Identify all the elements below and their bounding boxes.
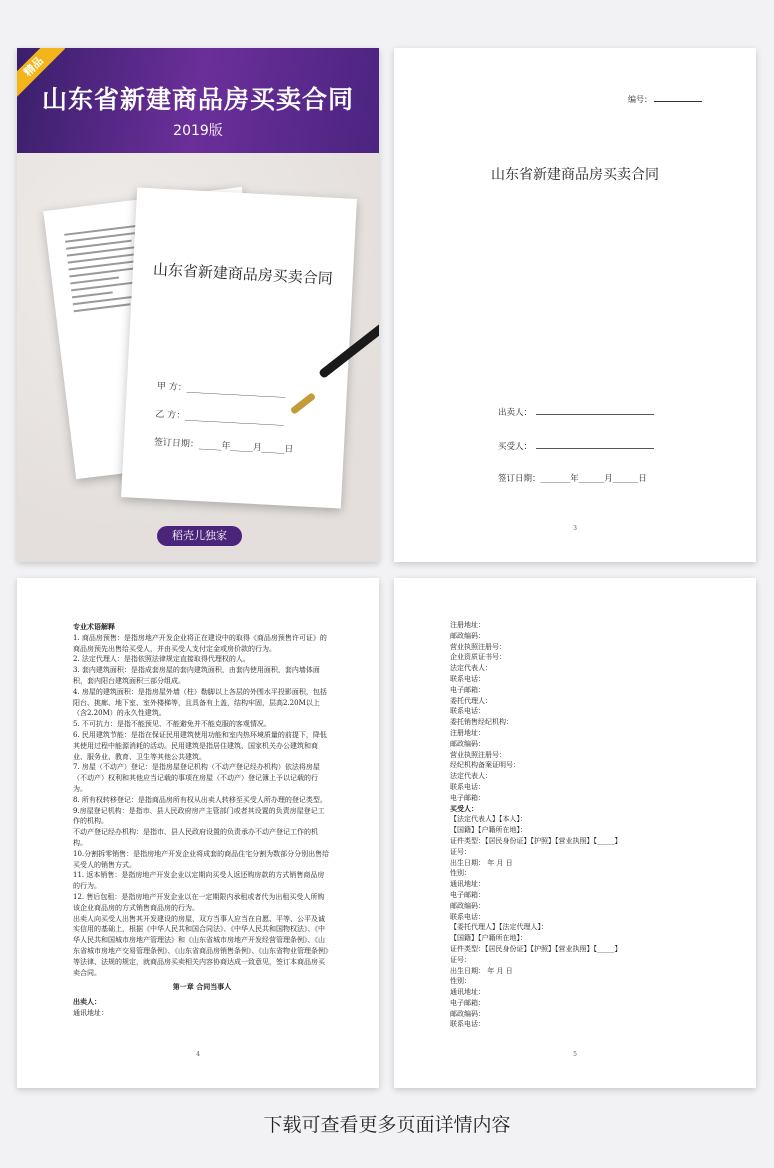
paragraph: 3. 套内建筑面积：是指成套房屋的套内建筑面积，由套内使用面积，套内墙体面积，套内阳台建筑面积三部分组成。 <box>73 666 320 685</box>
sheet-field-a: 甲 方：______________________ <box>156 381 286 399</box>
section-heading: 专业术语解释 <box>73 622 115 631</box>
form-line: 【法定代表人】【本人】： <box>450 815 527 824</box>
sign-date-field: 签订日期：_______年______月______日 <box>498 474 647 484</box>
paragraph: 出卖人： <box>73 997 101 1007</box>
paragraph: 5. 不可抗力：是指不能预见、不能避免并不能克服的客观情况。 <box>73 720 271 729</box>
sheet-field-b: 乙 方：______________________ <box>155 409 285 427</box>
form-line: 电子邮箱： <box>450 998 485 1007</box>
form-line: 【委托代理人】【法定代理人】： <box>450 923 548 932</box>
form-line: 委托代理人： <box>450 696 492 705</box>
page-number: 5 <box>573 1051 577 1058</box>
sheet-field-date: 签订日期：_____年_____月_____日 <box>153 437 294 455</box>
page-number: 3 <box>573 525 577 532</box>
form-line: 委托销售经纪机构： <box>450 718 513 727</box>
paragraph: 4. 房屋的建筑面积：是指房屋外墙（柱）勒脚以上各层的外围水平投影面积，包括阳台、挑廊、地下室、室外楼梯等，且具备有上盖，结构牢固，层高2.20M以上（含2.20M）的永久性建筑。 <box>73 687 327 718</box>
form-line: 证号： <box>450 847 471 856</box>
page-number: 4 <box>196 1051 200 1058</box>
form-line: 【国籍】【户籍所在地】： <box>450 826 527 835</box>
form-line: 电子邮箱： <box>450 890 485 899</box>
form-line: 电子邮箱： <box>450 793 485 802</box>
form-line: 买受人： <box>450 803 478 813</box>
paragraph: 2. 法定代理人：是指依照法律规定直接取得代理权的人。 <box>73 655 250 664</box>
paragraph: 12. 售后包租：是指房地产开发企业以在一定期限内承租或者代为出租买受人所购该企业商品房的方式销售商品房的行为。 <box>73 892 325 912</box>
cover-page <box>17 48 379 562</box>
paragraph: 8. 所有权转移登记：是指商品房所有权从出卖人转移至买受人所办理的登记类型。 <box>73 795 327 804</box>
exclusive-badge: 稻壳儿独家 <box>157 526 242 546</box>
form-line: 出生日期： 年 月 日 <box>450 966 513 975</box>
paragraph: 不动产登记经办机构：是指市、县人民政府设置的负责承办不动产登记工作的机构。 <box>73 828 318 847</box>
parties-page <box>394 578 756 1088</box>
form-line: 【国籍】【户籍所在地】： <box>450 934 527 943</box>
form-line: 注册地址： <box>450 621 485 629</box>
paragraph: 出卖人向买受人出售其开发建设的房屋，双方当事人应当在自愿、平等、公平及诚实信用的基础上，根据《中华人民共和国合同法》、《中华人民共和国物权法》、《中华人民共和国城市房地产管理法》和《山东省城市房地产开发经营管理条例》、《山东省城市房地产交易管理条例》、《山东省商品房销售条例》、《山东省物业管理条例》等法律、法规的规定，就商品房买卖相关内容协商达成一致意见，签订本商品房买卖合同。 <box>73 914 329 977</box>
form-line: 出生日期： 年 月 日 <box>450 858 513 867</box>
form-line: 证件类型：【居民身份证】【护照】【营业执照】【_____】 <box>450 836 622 845</box>
paragraph: 7. 房屋（不动产）登记：是指房屋登记机构（不动产登记经办机构）依法将房屋（不动产）权利和其他应当记载的事项在房屋（不动产）登记簿上予以记载的行为。 <box>73 763 320 793</box>
download-hint: 下载可查看更多页面详情内容 <box>263 1114 511 1136</box>
form-line: 邮政编码： <box>450 901 485 910</box>
contract-title: 山东省新建商品房买卖合同 <box>491 167 659 183</box>
form-line: 营业执照注册号： <box>450 642 506 651</box>
buyer-field: 买受人： <box>498 440 654 452</box>
form-line: 性别： <box>450 869 471 878</box>
form-line: 联系电话： <box>450 674 485 683</box>
parties-text <box>450 620 710 1030</box>
cover-banner <box>17 48 379 153</box>
form-line: 通讯地址： <box>450 988 485 997</box>
title-page <box>394 48 756 562</box>
form-line: 证件类型：【居民身份证】【护照】【营业执照】【_____】 <box>450 944 622 953</box>
paragraph: 9.房屋登记机构：是指市、县人民政府房产主管部门或者其设置的负责房屋登记工作的机构。 <box>73 806 325 826</box>
cover-title: 山东省新建商品房买卖合同 <box>41 85 354 114</box>
form-line: 注册地址： <box>450 728 485 737</box>
front-sheet-illustration <box>121 187 357 508</box>
form-line: 法定代表人： <box>450 664 492 673</box>
form-line: 联系电话： <box>450 912 485 921</box>
form-line: 经纪机构备案证明号： <box>450 761 520 770</box>
form-line: 邮政编码： <box>450 739 485 748</box>
form-line: 邮政编码： <box>450 1009 485 1018</box>
form-line: 联系电话： <box>450 782 485 791</box>
form-line: 法定代表人： <box>450 772 492 781</box>
paragraph: 6. 民用建筑节能：是指在保证民用建筑使用功能和室内热环境质量的前提下，降低其使用过程中能源消耗的活动。民用建筑是指居住建筑、国家机关办公建筑和商业、服务业、教育、卫生等其他公共建筑。 <box>73 730 327 761</box>
form-line: 邮政编码： <box>450 631 485 640</box>
form-line: 性别： <box>450 977 471 986</box>
paragraph: 11. 返本销售：是指房地产开发企业以定期向买受人返还购房款的方式销售商品房的行为。 <box>73 871 325 891</box>
terms-page <box>17 578 379 1088</box>
form-line: 营业执照注册号： <box>450 750 506 759</box>
terms-text <box>73 622 331 1019</box>
contract-number-field: 编号： <box>628 94 702 105</box>
premium-ribbon: 精品 <box>17 48 65 98</box>
chapter-heading: 第一章 合同当事人 <box>172 982 232 992</box>
paragraph: 1. 商品房预售：是指房地产开发企业将正在建设中的取得《商品房预售许可证》的商品房预先出售给买受人，并由买受人支付定金或房价款的行为。 <box>73 633 327 653</box>
form-line: 联系电话： <box>450 1020 485 1029</box>
form-line: 通讯地址： <box>450 880 485 889</box>
form-line: 电子邮箱： <box>450 685 485 694</box>
form-line: 联系电话： <box>450 707 485 716</box>
sheet-title: 山东省新建商品房买卖合同 <box>152 260 334 288</box>
form-line: 企业资质证书号： <box>450 653 506 662</box>
cover-year: 2019版 <box>173 123 223 139</box>
seller-field: 出卖人： <box>498 406 654 418</box>
paragraph: 10.分割拆零销售：是指房地产开发企业将成套的商品住宅分割为数部分分别出售给买受人的销售方式。 <box>73 849 330 869</box>
paragraph: 通讯地址： <box>73 1008 108 1017</box>
form-line: 证号： <box>450 955 471 964</box>
